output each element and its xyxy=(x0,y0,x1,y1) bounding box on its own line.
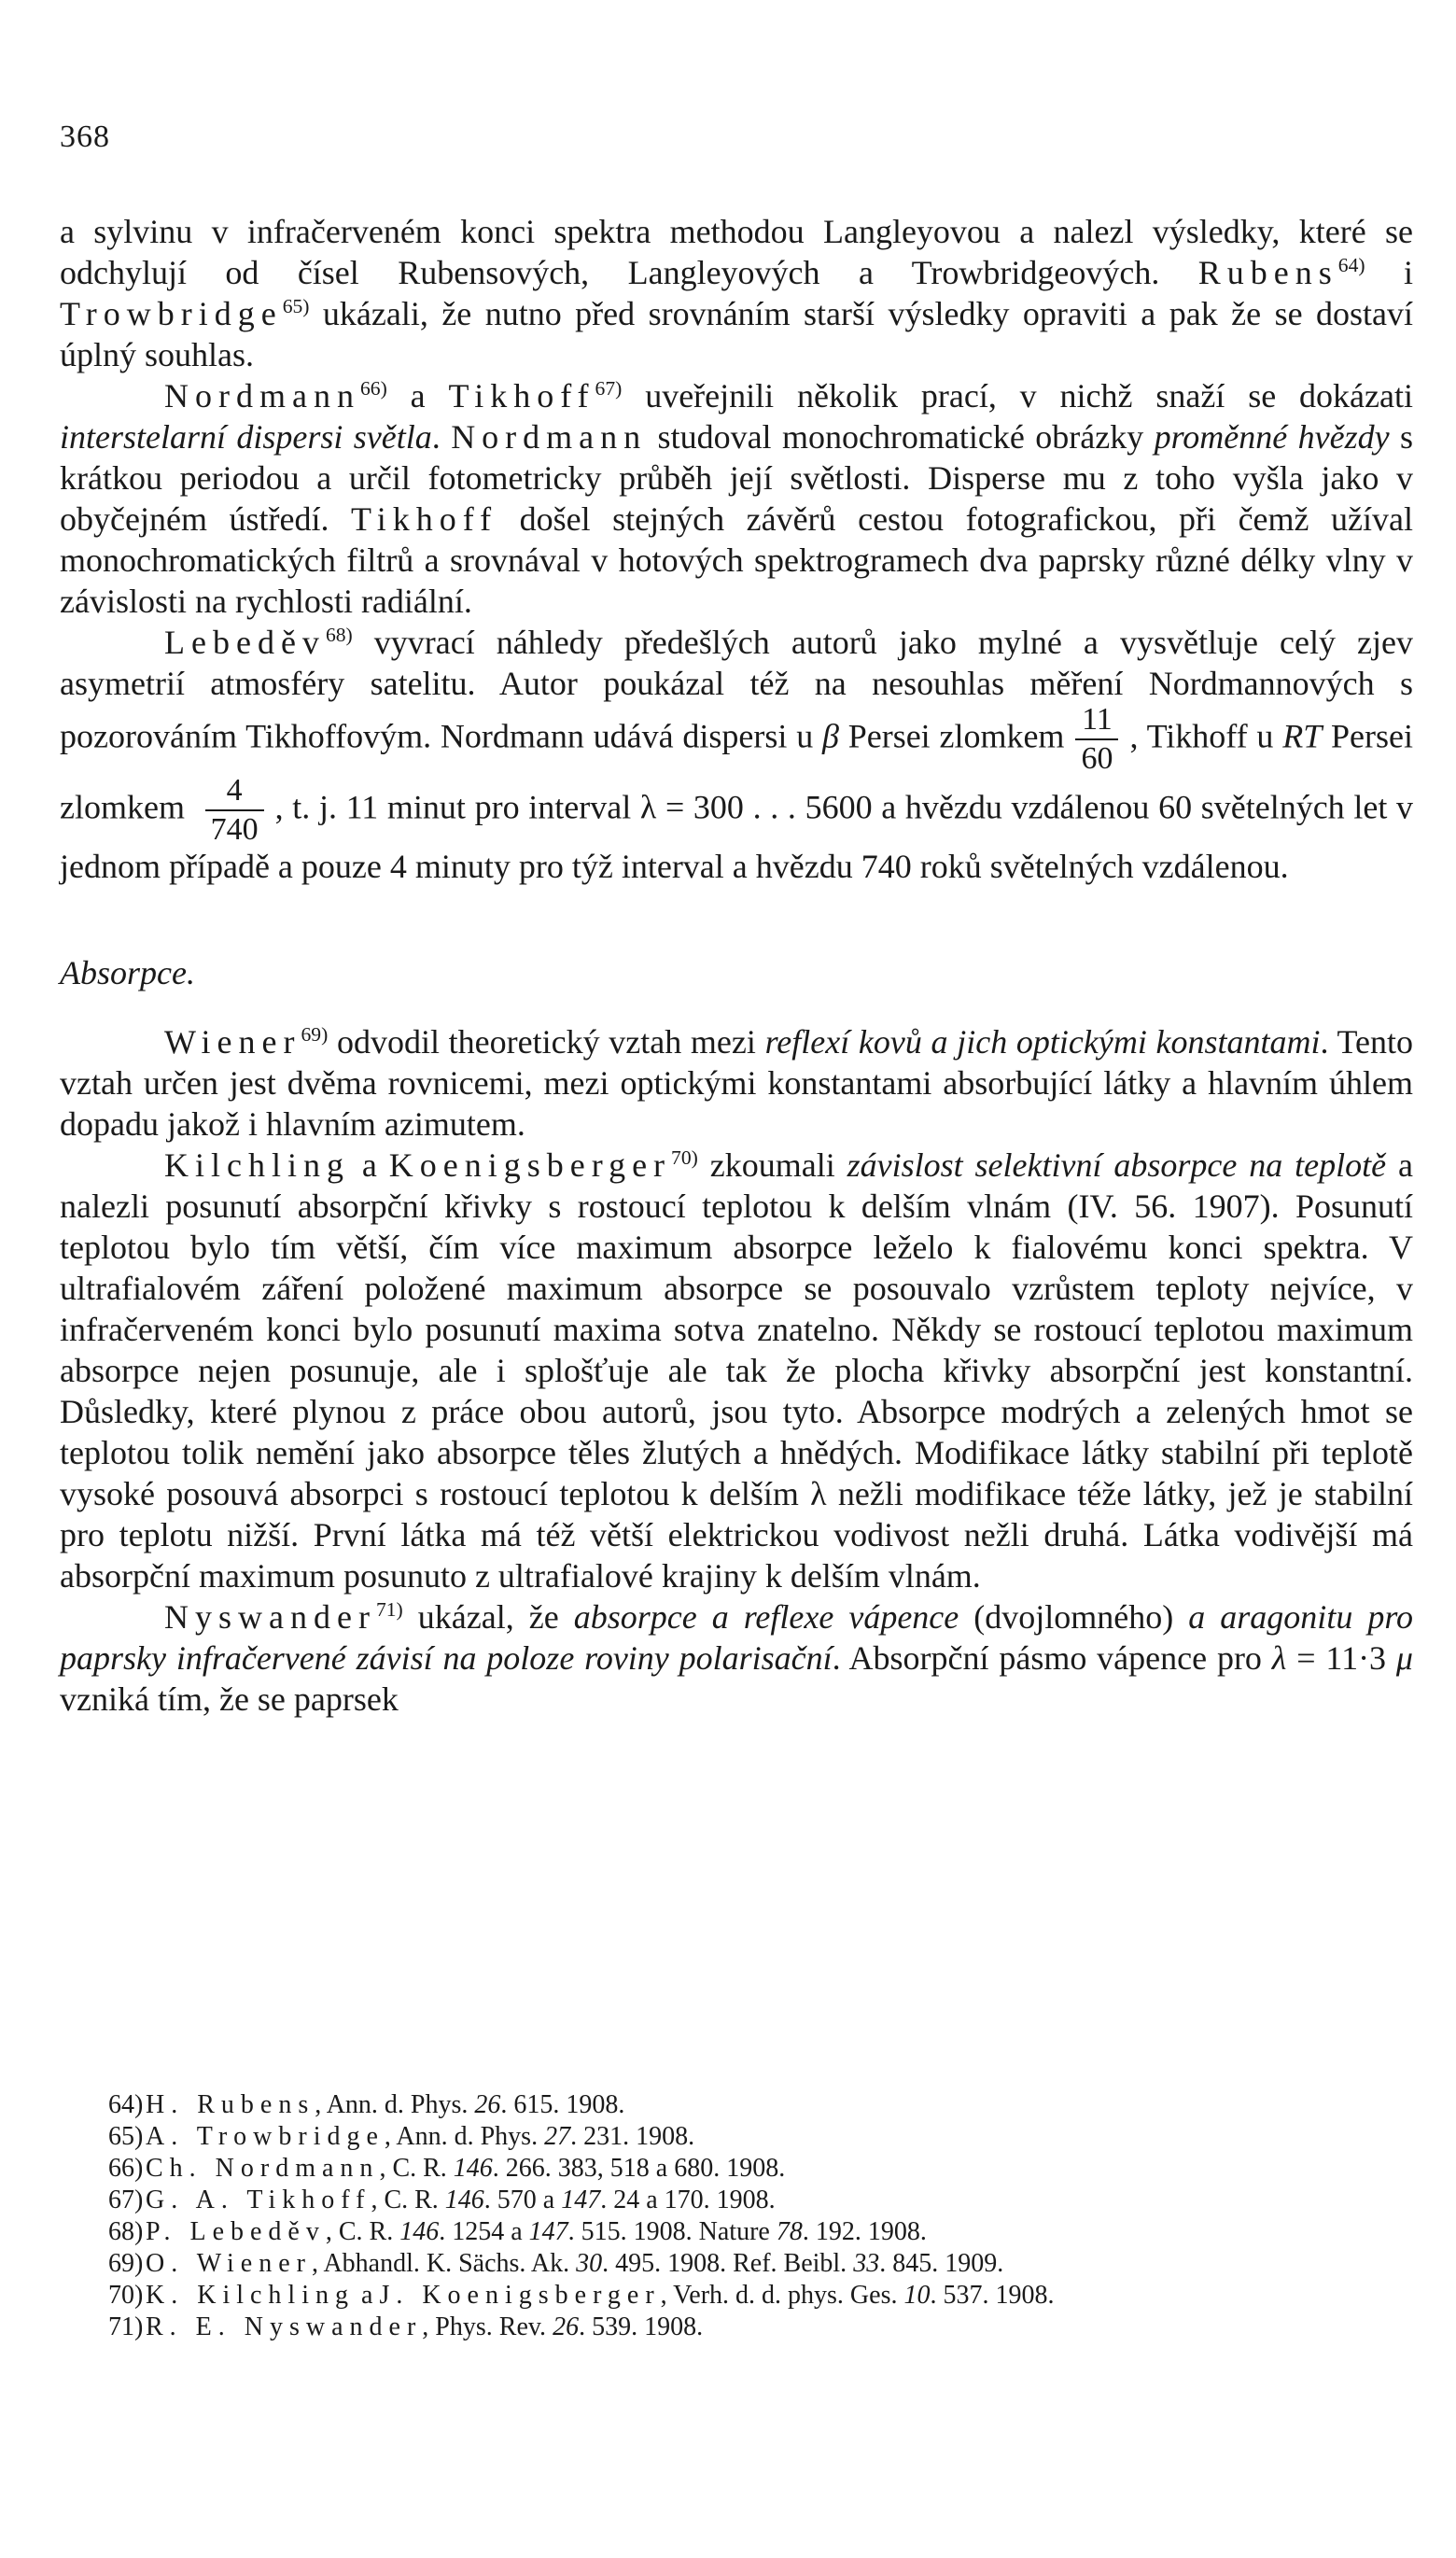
author-name: Tikhoff xyxy=(351,500,498,538)
author-name: K. Kilchling xyxy=(146,2281,355,2310)
footnote-64: 64)H. Rubens, Ann. d. Phys. 26. 615. 1908. xyxy=(108,2090,625,2119)
greek-symbol: μ xyxy=(1395,1639,1413,1677)
author-name: Koenigsberger xyxy=(388,1146,672,1184)
footnote-ref: 66) xyxy=(359,377,387,400)
footnote-ref: 70) xyxy=(671,1146,698,1169)
footnote-67: 67)G. A. Tikhoff, C. R. 146. 570 a 147. 24 a 170. 1908. xyxy=(108,2186,776,2214)
footnote-65: 65)A. Trowbridge, Ann. d. Phys. 27. 231. 1908. xyxy=(108,2122,695,2151)
fraction-numerator: 11 xyxy=(1075,704,1118,740)
footnote-69: 69)O. Wiener, Abhandl. K. Sächs. Ak. 30. 495. 1908. Ref. Beibl. 33. 845. 1909. xyxy=(108,2249,1004,2278)
fraction-denominator: 60 xyxy=(1081,741,1113,776)
author-name: Nordmann xyxy=(164,377,360,415)
footnote-70: 70)K. Kilchling a J. Koenigsberger, Verh. d. d. phys. Ges. 10. 537. 1908. xyxy=(108,2281,1055,2310)
footnote-ref: 67) xyxy=(595,377,623,400)
author-name: Nyswander xyxy=(164,1598,376,1636)
main-text xyxy=(60,211,1413,1720)
emphasis: proměnné hvězdy xyxy=(1154,418,1390,456)
footnote-ref: 64) xyxy=(1337,254,1365,276)
footnote-ref: 71) xyxy=(375,1598,403,1621)
footnote-66: 66)Ch. Nordmann, C. R. 146. 266. 383, 518 a 680. 1908. xyxy=(108,2154,786,2183)
author-name: Lebeděv xyxy=(164,624,326,661)
fraction-denominator: 740 xyxy=(210,812,259,847)
author-name: J. Koenigsberger xyxy=(379,2281,661,2310)
fraction xyxy=(205,775,264,846)
greek-symbol: λ xyxy=(1271,1639,1287,1677)
author-name: R. E. Nyswander xyxy=(146,2312,423,2341)
author-name: H. Rubens xyxy=(146,2090,315,2119)
greek-symbol: β xyxy=(821,717,839,755)
paragraph-kilchling: Kilchling a Koenigsberger$^{70)}$ zkoumali závislost selektivní absorpce na teplotě a nalezli posunutí absorpční křivky s rostoucí teplotou k delším vlnám (IV. 56. 1907). Posunutí teplotou bylo tím větší, čím více maximum absorpce leželo k fialovému konci spektra. V ultrafialovém záření položené maximum absorpce se posouvalo vzrůstem teploty nejvíce, v infračerveném konci bylo posunutí maxima sotva znatelno. Někdy se rostoucí teplotou maximum absorpce nejen posunuje, ale i splošťuje ale tak že plocha křivky absorpční jest konstantní. Důsledky, které plynou z práce obou autorů, jsou tyto. Absorpce modrých a zelených hmot se teplotou tolik nemění jako absorpce těles žlutých a hnědých. Modifikace látky stabilní při teplotě vysoké posouvá absorpci s rostoucí teplotou k delším λ nežli modifikace téže látky, jež je stabilní pro teplotu nižší. První látka má též větší elektrickou vodivost nežli druhá. Látka vodivější má absorpční maximum posunuto z ultrafialové krajiny k delším vlnám. xyxy=(60,1146,1413,1595)
author-name: P. Lebeděv xyxy=(146,2217,326,2246)
emphasis: interstelarní dispersi světla xyxy=(60,418,432,456)
fraction xyxy=(1075,704,1118,775)
footnote-ref: 69) xyxy=(301,1023,329,1046)
page-number: 368 xyxy=(60,119,110,154)
emphasis: závislost selektivní absorpce na teplotě xyxy=(847,1146,1387,1184)
author-name: Rubens xyxy=(1197,254,1338,291)
emphasis: a aragonitu pro paprsky infračervené závisí na poloze roviny polarisační xyxy=(60,1598,1414,1677)
footnote-ref: 65) xyxy=(282,295,310,317)
paragraph-wiener: Wiener$^{69)}$ odvodil theoretický vztah mezi reflexí kovů a jich optickými konstantami. Tento vztah určen jest dvěma rovnicemi, mezi optickými konstantami absorbující látky a hlavním úhlem dopadu jakož i hlavním azimutem. xyxy=(60,1023,1413,1143)
paragraph-rubens: a sylvinu v infračerveném konci spektra methodou Langleyovou a nalezl výsledky, které se odchylují od čísel Rubensových, Langleyových a Trowbridgeových. Rubens$^{64)}$ i Trowbridge$^{65)}$ ukázali, že nutno před srovnáním starší výsledky opraviti a pak že se dostaví úplný souhlas. xyxy=(60,213,1413,373)
footnote-ref: 68) xyxy=(325,624,353,646)
footnotes xyxy=(60,2089,1413,2343)
author-name: Nordmann xyxy=(451,418,648,456)
footnote-68: 68)P. Lebeděv, C. R. 146. 1254 a 147. 515. 1908. Nature 78. 192. 1908. xyxy=(108,2217,927,2246)
author-name: Ch. Nordmann xyxy=(146,2154,380,2183)
star-designation: RT xyxy=(1282,717,1323,755)
author-name: Trowbridge xyxy=(60,295,283,332)
author-name: A. Trowbridge xyxy=(146,2122,385,2151)
author-name: Kilchling xyxy=(164,1146,350,1184)
fraction-numerator: 4 xyxy=(205,775,264,811)
emphasis: absorpce a reflexe vápence xyxy=(573,1598,959,1636)
emphasis: reflexí kovů a jich optickými konstantami xyxy=(764,1023,1321,1061)
section-heading: Absorpce. xyxy=(60,954,195,991)
paragraph-lebedev: Lebeděv$^{68)}$ vyvrací náhledy předešlých autorů jako mylné a vysvětluje celý zjev asymetrií atmosféry satelitu. Autor poukázal též na nesouhlas měření Nordmannových s pozorováním Tikhoffovým. Nordmann udává dispersi u β Persei zlomkem $\frac{11}{60}$ , Tikhoff u RT Persei zlomkem $\frac{4}{740}$ , t. j. 11 minut pro interval λ = 300 . . . 5600 a hvězdu vzdálenou 60 světelných let v jednom případě a pouze 4 minuty pro týž interval a hvězdu 740 roků světelných vzdálenou. xyxy=(60,624,1413,885)
author-name: Tikhoff xyxy=(448,377,595,415)
author-name: Wiener xyxy=(164,1023,301,1061)
author-name: G. A. Tikhoff xyxy=(146,2186,371,2214)
footnote-71: 71)R. E. Nyswander, Phys. Rev. 26. 539. 1908. xyxy=(108,2312,704,2341)
paragraph-nyswander: Nyswander$^{71)}$ ukázal, že absorpce a reflexe vápence (dvojlomného) a aragonitu pro paprsky infračervené závisí na poloze roviny polarisační. Absorpční pásmo vápence pro λ = 11·3 μ vzniká tím, že se paprsek xyxy=(60,1598,1414,1718)
paragraph-nordmann: Nordmann$^{66)}$ a Tikhoff$^{67)}$ uveřejnili několik prací, v nichž snaží se dokázati interstelarní dispersi světla. Nordmann studoval monochromatické obrázky proměnné hvězdy s krátkou periodou a určil fotometricky průběh její světlosti. Disperse mu z toho vyšla jako v obyčejném ústředí. Tikhoff došel stejných závěrů cestou fotografickou, při čemž užíval monochromatických filtrů a srovnával v hotových spektrogramech dva paprsky různé délky vlny v závislosti na rychlosti radiální. xyxy=(60,377,1414,620)
author-name: O. Wiener xyxy=(146,2249,312,2278)
